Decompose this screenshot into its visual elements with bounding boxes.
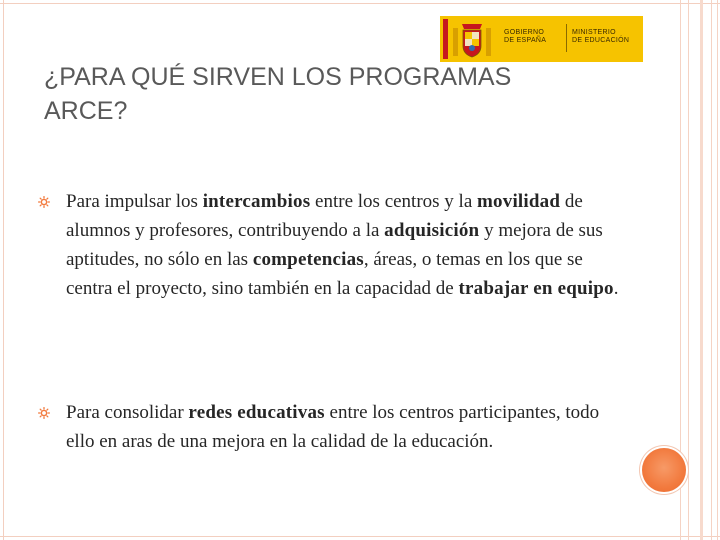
coat-of-arms-icon xyxy=(452,20,492,60)
decorative-rail xyxy=(711,0,712,540)
decorative-rail xyxy=(700,0,703,540)
sun-bullet-icon xyxy=(38,196,50,208)
bullet-emphasis: adquisición xyxy=(384,220,480,241)
bullet-text: Para consolidar xyxy=(66,402,189,423)
bullet-emphasis: competencias xyxy=(252,249,364,270)
bullet-emphasis: movilidad xyxy=(477,191,561,212)
bullet-text: Para impulsar los xyxy=(66,191,203,212)
sun-bullet-icon xyxy=(38,407,50,419)
decorative-rail xyxy=(717,0,718,540)
bullet-text: , áreas, o temas en los que se centra el proyecto, sino también en la capacidad de xyxy=(66,249,583,299)
logo-divider xyxy=(566,24,567,52)
bullet-emphasis: trabajar en equipo xyxy=(458,278,614,299)
gobierno-espana-logo xyxy=(440,16,643,62)
orange-orb-decoration xyxy=(642,448,686,492)
bullet-text: entre los centros y la xyxy=(310,191,478,212)
logo-text: DE EDUCACIÓN xyxy=(572,37,630,44)
logo-text: MINISTERIO xyxy=(572,29,616,36)
slide-title xyxy=(44,60,644,128)
bullet-item xyxy=(66,398,626,456)
logo-text: GOBIERNO xyxy=(504,29,545,36)
slide-title-line: ¿PARA QUÉ SIRVEN LOS PROGRAMAS xyxy=(44,63,512,91)
bullet-text: . xyxy=(613,278,619,299)
bullet-emphasis: intercambios xyxy=(202,191,311,212)
decorative-rail xyxy=(688,0,689,540)
bullet-text: entre los centros participantes, todo ello en aras de una mejora en la calidad de la educación. xyxy=(66,402,600,452)
slide-title-line: ARCE? xyxy=(44,97,128,125)
flag-stripe xyxy=(443,19,448,59)
frame-left-border xyxy=(3,0,4,540)
logo-text: DE ESPAÑA xyxy=(504,37,547,44)
bullet-text: de alumnos y profesores, contribuyendo a la xyxy=(66,191,583,241)
bullet-item xyxy=(66,187,626,303)
bullet-emphasis: redes educativas xyxy=(188,402,325,423)
bullet-text: y mejora de sus aptitudes, no sólo en las xyxy=(66,220,603,270)
frame-bottom-border xyxy=(0,536,720,537)
frame-top-border xyxy=(0,3,720,4)
